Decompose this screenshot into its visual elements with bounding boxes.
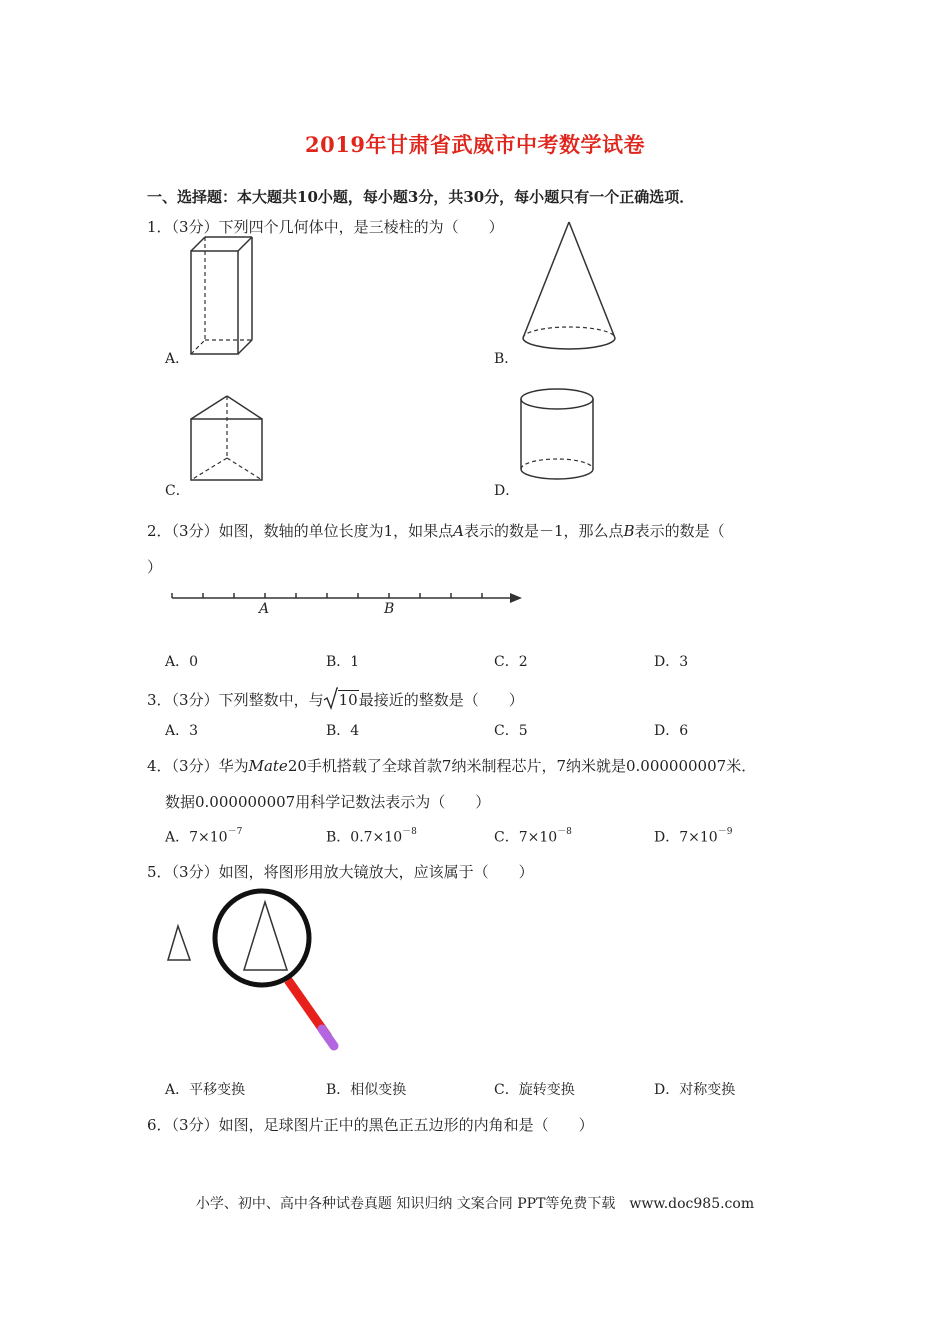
small-triangle-icon xyxy=(168,926,190,960)
magnified-triangle-icon xyxy=(244,902,287,970)
q2-option-d: D．3 xyxy=(654,654,689,670)
q4-option-a xyxy=(165,826,242,847)
magnifier-handle-icon xyxy=(288,980,328,1037)
q2-stem-part2: 表示的数是－1，那么点 xyxy=(463,522,624,540)
q4-stem-part1: 4．（3分）华为 xyxy=(147,757,249,775)
q2-option-b: B．1 xyxy=(326,654,360,670)
q2-point-a-label: A xyxy=(453,522,464,540)
number-line-point-b: B xyxy=(384,601,395,617)
question-4-stem xyxy=(147,755,756,776)
question-5-stem: 5．（3分）如图，将图形用放大镜放大，应该属于（ ） xyxy=(147,863,534,881)
magnifier-lens-icon xyxy=(215,891,309,985)
q2-stem-part3: 表示的数是（ xyxy=(634,522,725,540)
magnifier-handle-tip-icon xyxy=(322,1029,334,1046)
q1-option-c: C． xyxy=(165,483,190,499)
q5-option-d: D．对称变换 xyxy=(654,1082,736,1098)
q1-option-d: D． xyxy=(494,483,520,499)
q3-stem-part2: 最接近的整数是（ ） xyxy=(358,691,524,709)
q1-option-a: A． xyxy=(165,351,190,367)
section-heading: 一、选择题：本大题共10小题，每小题3分，共30分，每小题只有一个正确选项． xyxy=(147,188,695,206)
q4-option-b-exponent: －8 xyxy=(402,827,417,837)
q5-option-b: B．相似变换 xyxy=(326,1082,407,1098)
q4-option-d xyxy=(654,826,732,847)
q2-option-c: C．2 xyxy=(494,654,528,670)
page-title: 2019年甘肃省武威市中考数学试卷 xyxy=(305,132,645,157)
q2-option-a: A．0 xyxy=(165,654,199,670)
question-1-stem: 1．（3分）下列四个几何体中，是三棱柱的为（ ） xyxy=(147,218,504,236)
question-2-stem xyxy=(147,520,725,541)
q1-option-b: B． xyxy=(494,351,519,367)
q4-option-b-base: B．0.7×10 xyxy=(326,829,403,846)
q4-option-d-base: D．7×10 xyxy=(654,829,718,846)
q2-stem-part1: 2．（3分）如图，数轴的单位长度为1，如果点 xyxy=(147,522,454,540)
q4-option-c-exponent: －8 xyxy=(557,827,572,837)
q5-option-a: A．平移变换 xyxy=(165,1082,246,1098)
q4-option-a-exponent: －7 xyxy=(227,827,243,837)
q4-brand: Mate xyxy=(248,757,288,775)
question-4-stem-line2: 数据0.000000007用科学记数法表示为（ ） xyxy=(165,793,491,811)
q3-option-c: C．5 xyxy=(494,723,528,739)
q5-option-c: C．旋转变换 xyxy=(494,1082,575,1098)
q3-stem-part1: 3．（3分）下列整数中，与 xyxy=(147,691,324,709)
q4-option-c-base: C．7×10 xyxy=(494,829,558,846)
q4-option-c xyxy=(494,826,572,847)
q4-option-b xyxy=(326,826,417,847)
q4-option-a-base: A．7×10 xyxy=(165,829,228,846)
q3-radicand: 10 xyxy=(338,691,358,709)
q3-option-a: A．3 xyxy=(165,723,199,739)
number-line-point-a: A xyxy=(259,601,270,617)
q4-option-d-exponent: －9 xyxy=(717,827,733,837)
q4-stem-part2: 20手机搭载了全球首款7纳米制程芯片，7纳米就是0.000000007米． xyxy=(287,757,757,775)
radical-sign-icon xyxy=(324,688,338,710)
question-2-stem-line2: ） xyxy=(147,558,163,576)
sqrt-symbol xyxy=(324,683,359,709)
q3-option-b: B．4 xyxy=(326,723,360,739)
q2-point-b-label: B xyxy=(623,522,635,540)
question-3-stem xyxy=(147,683,524,710)
question-6-stem: 6．（3分）如图，足球图片正中的黑色正五边形的内角和是（ ） xyxy=(147,1116,594,1134)
page-footer: 小学、初中、高中各种试卷真题 知识归纳 文案合同 PPT等免费下载 www.doc985.com xyxy=(195,1196,755,1212)
q3-option-d: D．6 xyxy=(654,723,689,739)
